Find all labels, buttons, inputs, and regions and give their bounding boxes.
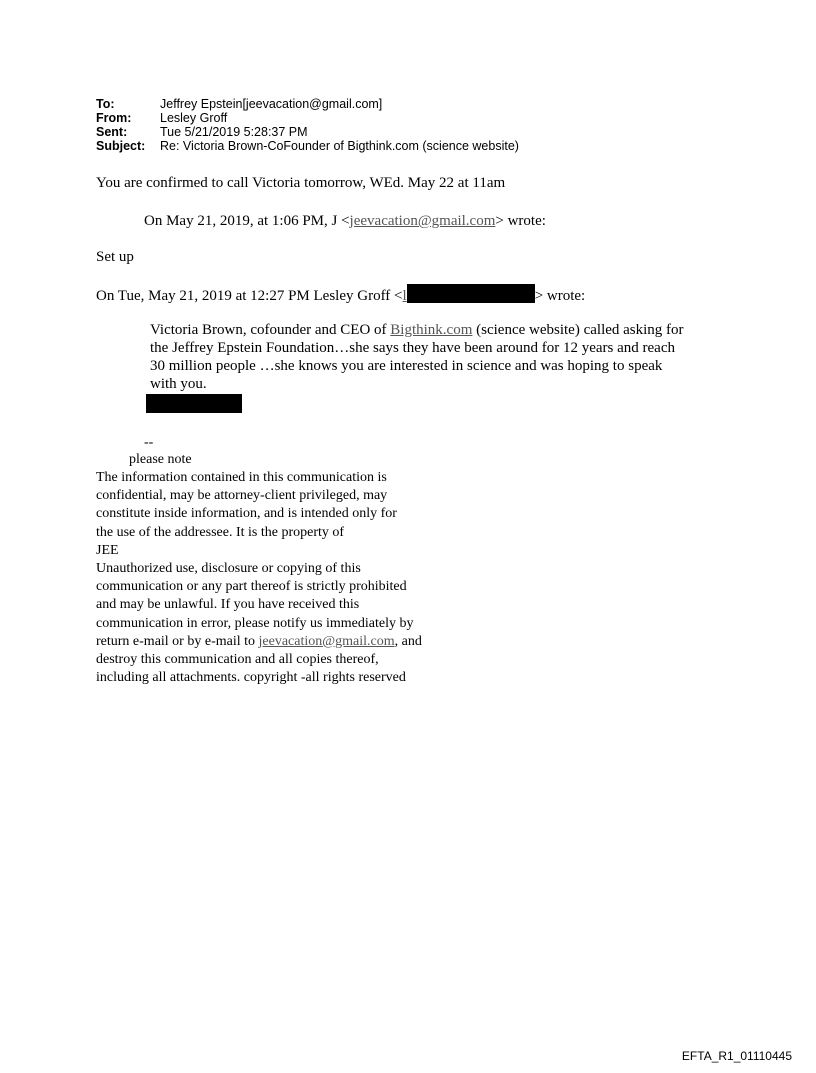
setup-line: Set up [96,249,134,265]
quote1-prefix: On May 21, 2019, at 1:06 PM, J < [144,213,350,229]
from-row [96,111,519,125]
quote1-email-link[interactable]: jeevacation@gmail.com [349,213,496,229]
quoted-message [150,321,690,393]
subject-value: Re: Victoria Brown-CoFounder of Bigthink.com (science website) [160,139,519,153]
from-label: From: [96,111,132,125]
disclaimer-email-link[interactable]: jeevacation@gmail.com [258,633,395,649]
sent-value: Tue 5/21/2019 5:28:37 PM [160,125,308,139]
to-value: Jeffrey Epstein[jeevacation@gmail.com] [160,97,383,111]
signature-note: please note [129,452,192,467]
quote2-suffix: > wrote: [534,288,586,304]
quote2-email-link[interactable]: l [402,288,407,304]
quote2-prefix: On Tue, May 21, 2019 at 12:27 PM Lesley Groff < [96,288,403,304]
disclaimer-text-1: The information contained in this communication is confidential, may be attorney-client privileged, may constitute inside information, and is intended only for the use of the addressee. It is the property of JEE Unauthorized use, disclosure or copying of this communication or any part thereof is strictly prohibited and may be unlawful. If you have received this communication in error, please notify us immediately by return e-mail or by e-mail to [96,470,414,649]
confirm-line: You are confirmed to call Victoria tomorrow, WEd. May 22 at 11am [96,175,506,191]
quote1-suffix: > wrote: [495,213,546,229]
message-text-1: Victoria Brown, cofounder and CEO of [150,322,391,338]
email-header [96,97,519,153]
redaction-bar [407,284,535,303]
sent-row [96,125,519,139]
to-label: To: [96,97,115,111]
to-row [96,97,519,111]
subject-label: Subject: [96,139,146,153]
message-text-2: (science website) called asking for the Jeffrey Epstein Foundation…she says they have been around for 12 years and reach 30 million people …she knows you are interested in science and was hoping to speak with you. [150,322,684,392]
document-id: EFTA_R1_01110445 [681,1049,792,1063]
quote-header-2 [96,284,585,305]
quote-header-1 [144,212,546,230]
bigthink-link[interactable]: Bigthink.com [390,322,473,338]
redaction-bar [146,394,242,413]
from-value: Lesley Groff [160,111,228,125]
signature-dash: -- [144,435,154,450]
disclaimer [96,469,516,687]
subject-row [96,139,519,153]
sent-label: Sent: [96,125,128,139]
disclaimer-text-2: , and destroy this communication and all copies thereof, including all attachments. copyright -all rights reserved [96,633,422,686]
